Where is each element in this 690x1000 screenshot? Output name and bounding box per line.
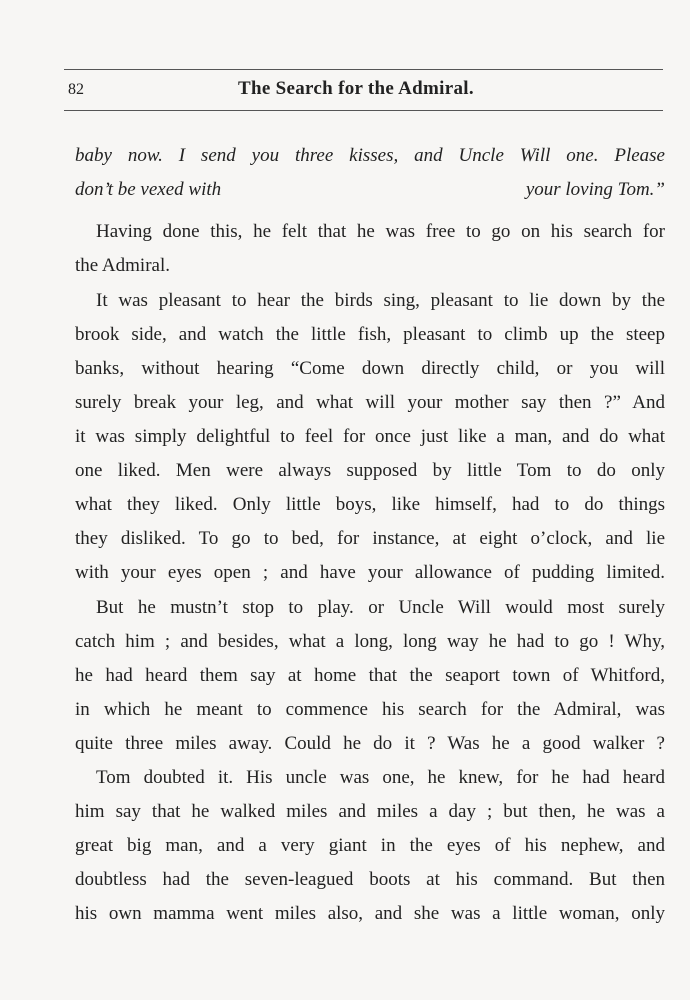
text-line: he had heard them say at home that the seaport town of Whitford, — [75, 665, 665, 686]
text-line: great big man, and a very giant in the eyes of his nephew, and — [75, 835, 665, 856]
text-line: with your eyes open ; and have your allowance of pudding limited. — [75, 562, 665, 583]
text-line: the Admiral. — [75, 255, 170, 276]
text-line: quite three miles away. Could he do it ? Was he a good walker ? — [75, 733, 665, 754]
text-line-signoff — [75, 173, 665, 207]
text-line: banks, without hearing “Come down directly child, or you will — [75, 358, 665, 379]
text-line: they disliked. To go to bed, for instance, at eight o’clock, and lie — [75, 528, 665, 549]
text-line: doubtless had the seven-leagued boots at his command. But then — [75, 869, 665, 890]
text-line: brook side, and watch the little fish, pleasant to climb up the steep — [75, 324, 665, 345]
text-line: one liked. Men were always supposed by little Tom to do only — [75, 460, 665, 481]
signoff-left: don’t be vexed with — [75, 179, 222, 200]
text-line: But he mustn’t stop to play. or Uncle Will would most surely — [96, 597, 665, 618]
text-line: him say that he walked miles and miles a day ; but then, he was a — [75, 801, 665, 822]
text-line: Having done this, he felt that he was free to go on his search for — [96, 221, 665, 242]
text-line: it was simply delightful to feel for once just like a man, and do what — [75, 426, 665, 447]
text-line: surely break your leg, and what will your mother say then ?” And — [75, 392, 665, 413]
text-line: in which he meant to commence his search for the Admiral, was — [75, 699, 665, 720]
text-line: It was pleasant to hear the birds sing, pleasant to lie down by the — [96, 290, 665, 311]
text-line: Tom doubted it. His uncle was one, he knew, for he had heard — [96, 767, 665, 788]
page-number: 82 — [68, 81, 84, 98]
text-line: his own mamma went miles also, and she was a little woman, only — [75, 903, 665, 924]
running-title: The Search for the Admiral. — [238, 78, 474, 99]
signoff-right: your loving Tom.” — [525, 179, 665, 200]
text-line: what they liked. Only little boys, like himself, had to do things — [75, 494, 665, 515]
header-rule-top — [64, 69, 663, 70]
text-line: catch him ; and besides, what a long, long way he had to go ! Why, — [75, 631, 665, 652]
header-rule-bottom — [64, 110, 663, 111]
text-line: baby now. I send you three kisses, and Uncle Will one. Please — [75, 145, 665, 166]
